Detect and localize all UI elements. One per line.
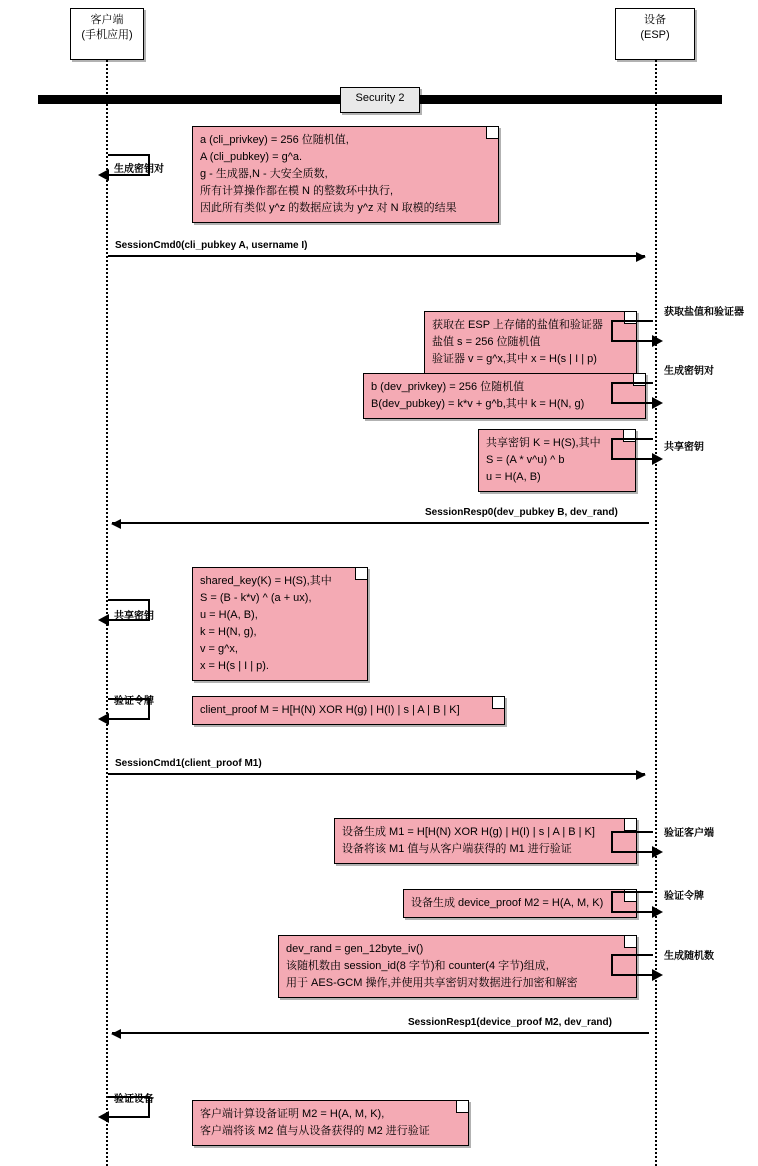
note-line: u = H(A, B) bbox=[486, 471, 541, 483]
actor-device-name: 设备 bbox=[644, 14, 666, 26]
arrowhead-icon bbox=[98, 169, 109, 181]
note-line: v = g^x, bbox=[200, 643, 238, 655]
self-device-get-salt-label: 获取盐值和验证器 bbox=[664, 307, 744, 318]
note-client-proof bbox=[192, 696, 505, 725]
msg-session-cmd1-label: SessionCmd1(client_proof M1) bbox=[115, 758, 262, 769]
self-device-gen-proof-label: 验证令牌 bbox=[664, 891, 704, 902]
self-device-gen-proof bbox=[611, 891, 653, 913]
arrowhead-icon bbox=[636, 252, 646, 262]
arrowhead-icon bbox=[652, 969, 663, 981]
arrowhead-icon bbox=[98, 1111, 109, 1123]
note-line: 设备生成 M1 = H[H(N) XOR H(g) | H(I) | s | A | B | K] bbox=[342, 826, 595, 838]
note-line: 用于 AES-GCM 操作,并使用共享密钥对数据进行加密和解密 bbox=[286, 977, 578, 989]
note-fold-icon bbox=[456, 1101, 468, 1113]
arrowhead-icon bbox=[652, 335, 663, 347]
arrowhead-icon bbox=[652, 906, 663, 918]
self-device-gen-rand-label: 生成随机数 bbox=[664, 951, 714, 962]
note-line: shared_key(K) = H(S),其中 bbox=[200, 575, 332, 587]
msg-session-cmd0 bbox=[108, 255, 645, 257]
arrowhead-icon bbox=[98, 614, 109, 626]
msg-session-resp1-label: SessionResp1(device_proof M2, dev_rand) bbox=[408, 1017, 612, 1028]
note-device-rand bbox=[278, 935, 637, 998]
self-device-get-salt bbox=[611, 320, 653, 342]
note-line: 因此所有类似 y^z 的数据应读为 y^z 对 N 取模的结果 bbox=[200, 202, 457, 214]
note-line: b (dev_privkey) = 256 位随机值 bbox=[371, 381, 525, 393]
note-line: dev_rand = gen_12byte_iv() bbox=[286, 943, 424, 955]
actor-client-name: 客户端 bbox=[90, 14, 124, 26]
note-line: 设备生成 device_proof M2 = H(A, M, K) bbox=[411, 897, 604, 909]
note-line: 所有计算操作都在模 N 的整数环中执行, bbox=[200, 185, 394, 197]
self-device-verify-client bbox=[611, 831, 653, 853]
note-fold-icon bbox=[492, 697, 504, 709]
msg-session-resp1 bbox=[112, 1032, 649, 1034]
arrowhead-icon bbox=[652, 846, 663, 858]
note-device-proof-m2 bbox=[403, 889, 637, 918]
self-device-gen-keys bbox=[611, 382, 653, 404]
msg-session-resp0-label: SessionResp0(dev_pubkey B, dev_rand) bbox=[425, 507, 618, 518]
note-line: 设备将该 M1 值与从客户端获得的 M1 进行验证 bbox=[342, 843, 572, 855]
note-client-shared-key bbox=[192, 567, 368, 681]
arrowhead-icon bbox=[98, 713, 109, 725]
note-device-salt-verifier bbox=[424, 311, 637, 374]
self-device-verify-client-label: 验证客户端 bbox=[664, 828, 714, 839]
note-line: 验证器 v = g^x,其中 x = H(s | I | p) bbox=[432, 353, 597, 365]
self-device-gen-rand bbox=[611, 954, 653, 976]
msg-session-cmd1 bbox=[108, 773, 645, 775]
self-client-gen-keys-label: 生成密钥对 bbox=[114, 164, 164, 175]
note-line: S = (A * v^u) ^ b bbox=[486, 454, 565, 466]
msg-session-resp0 bbox=[112, 522, 649, 524]
note-line: x = H(s | I | p). bbox=[200, 660, 269, 672]
note-client-keys bbox=[192, 126, 499, 223]
arrowhead-icon bbox=[111, 1029, 121, 1039]
note-line: k = H(N, g), bbox=[200, 626, 257, 638]
note-line: 盐值 s = 256 位随机值 bbox=[432, 336, 541, 348]
note-line: 共享密钥 K = H(S),其中 bbox=[486, 437, 601, 449]
arrowhead-icon bbox=[652, 453, 663, 465]
note-line: 客户端将该 M2 值与从设备获得的 M2 进行验证 bbox=[200, 1125, 430, 1137]
actor-client-subtitle: (手机应用) bbox=[81, 29, 133, 41]
note-device-keys bbox=[363, 373, 646, 419]
actor-client bbox=[70, 8, 144, 60]
note-fold-icon bbox=[624, 936, 636, 948]
note-line: 获取在 ESP 上存储的盐值和验证器 bbox=[432, 319, 603, 331]
lifeline-device bbox=[655, 60, 657, 1166]
note-line: a (cli_privkey) = 256 位随机值, bbox=[200, 134, 349, 146]
arrowhead-icon bbox=[652, 397, 663, 409]
self-device-shared-key-label: 共享密钥 bbox=[664, 442, 704, 453]
note-line: A (cli_pubkey) = g^a. bbox=[200, 151, 303, 163]
note-line: 客户端计算设备证明 M2 = H(A, M, K), bbox=[200, 1108, 385, 1120]
self-device-gen-keys-label: 生成密钥对 bbox=[664, 366, 714, 377]
note-line: B(dev_pubkey) = k*v + g^b,其中 k = H(N, g) bbox=[371, 398, 585, 410]
self-client-verify-device-label: 验证设备 bbox=[114, 1094, 154, 1105]
phase-label: Security 2 bbox=[340, 87, 420, 113]
arrowhead-icon bbox=[636, 770, 646, 780]
arrowhead-icon bbox=[111, 519, 121, 529]
self-client-proof-label: 验证令牌 bbox=[114, 696, 154, 707]
note-device-verify-m1 bbox=[334, 818, 637, 864]
note-line: u = H(A, B), bbox=[200, 609, 258, 621]
note-client-verify-m2 bbox=[192, 1100, 469, 1146]
note-fold-icon bbox=[486, 127, 498, 139]
self-client-shared-key-label: 共享密钥 bbox=[114, 611, 154, 622]
note-fold-icon bbox=[355, 568, 367, 580]
note-line: 该随机数由 session_id(8 字节)和 counter(4 字节)组成, bbox=[286, 960, 549, 972]
actor-device-subtitle: (ESP) bbox=[640, 29, 670, 41]
note-fold-icon bbox=[624, 819, 636, 831]
note-line: g - 生成器,N - 大安全质数, bbox=[200, 168, 328, 180]
msg-session-cmd0-label: SessionCmd0(cli_pubkey A, username I) bbox=[115, 240, 308, 251]
note-line: client_proof M = H[H(N) XOR H(g) | H(I) | s | A | B | K] bbox=[200, 704, 460, 716]
self-device-shared-key bbox=[611, 438, 653, 460]
actor-device bbox=[615, 8, 695, 60]
note-line: S = (B - k*v) ^ (a + ux), bbox=[200, 592, 312, 604]
